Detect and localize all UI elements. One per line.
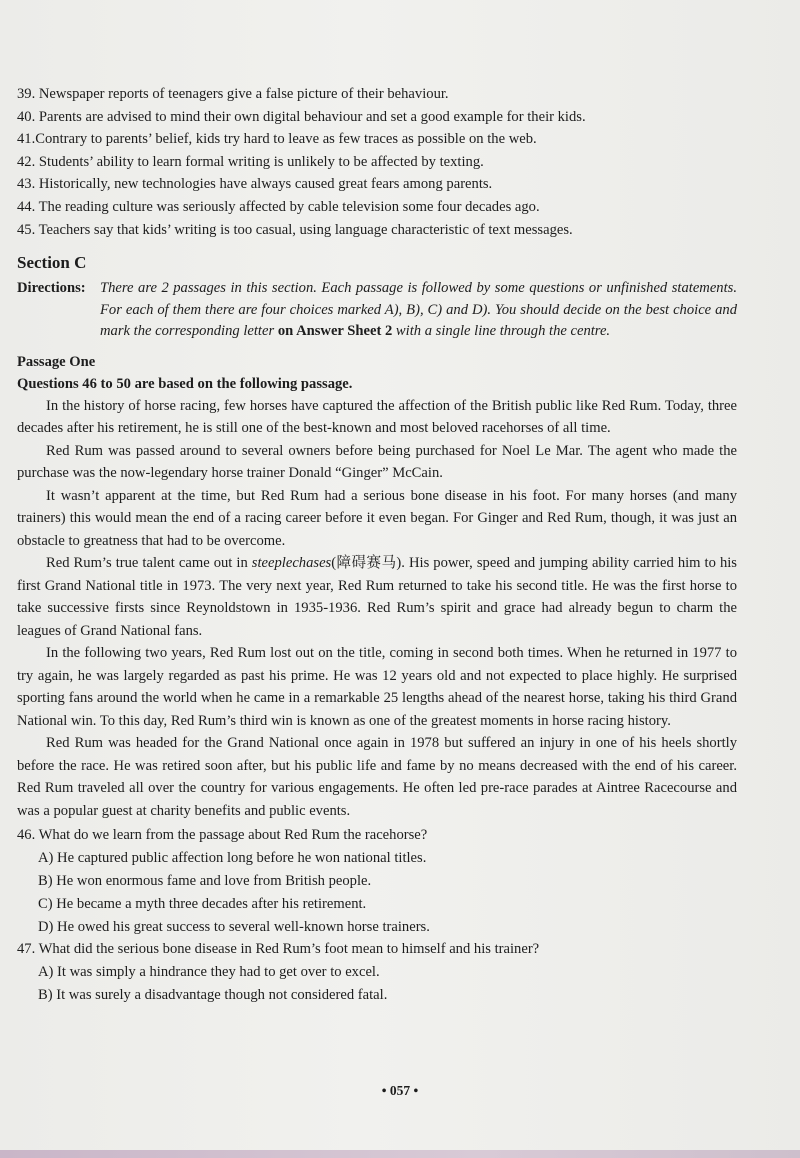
question-range: Questions 46 to 50 are based on the following passage. [17, 375, 353, 392]
page-content [17, 83, 737, 1007]
option-b: B) He won enormous fame and love from British people. [38, 873, 372, 890]
page-number: • 057 • [381, 1083, 419, 1098]
paragraph: It wasn’t apparent at the time, but Red Rum had a serious bone disease in his foot. For many horses (and many trainers) this would mean the end of a racing career before it even began. For Ginger and Red Rum, though, it was just an obstacle to greatness that had to be overcome. [17, 487, 737, 549]
section-title: Section C [17, 253, 87, 273]
option-b: B) It was surely a disadvantage though not considered fatal. [38, 987, 388, 1004]
paragraph-rest: His power, speed and jumping ability carried him to his first Grand National title in 1973. The very next year, Red Rum returned to take his second title. He was the first horse to take successive firsts since Reynoldstown in 1935-1936. Red Rum’s spirit and grace had already begun to charm the leagues of Grand National fans. [17, 555, 737, 639]
page-edge-strip [0, 1150, 800, 1158]
directions-answer-sheet: on Answer Sheet 2 [277, 323, 393, 340]
statement-41: 41.Contrary to parents’ belief, kids try hard to leave as few traces as possible on the web. [17, 131, 537, 148]
option-a: A) He captured public affection long before he won national titles. [38, 850, 427, 867]
statement-45: 45. Teachers say that kids’ writing is too casual, using language characteristic of text messages. [17, 221, 573, 238]
directions-text [100, 278, 737, 343]
option-a: A) It was simply a hindrance they had to get over to excel. [38, 964, 380, 981]
statement-44: 44. The reading culture was seriously affected by cable television some four decades ago. [17, 198, 540, 215]
paragraph: In the following two years, Red Rum lost out on the title, coming in second both times. When he returned in 1977 to try again, he was largely regarded as past his prime. He was 12 years old and not expected to place highly. He surprised sporting fans around the world when he came in a remarkable 25 lengths ahead of the nearest horse, taking his third Grand National win. To this day, Red Rum’s third win is known as one of the greatest moments in horse racing history. [17, 645, 737, 729]
statement-list [17, 83, 737, 241]
paragraph [17, 552, 737, 642]
paragraph: Red Rum was headed for the Grand National once again in 1978 but suffered an injury in one of his heels shortly before the race. He was retired soon after, but his public life and fame by no means decreased with the end of his career. Red Rum traveled all over the country for various engagements. He often led pre-race parades at Aintree Racecourse and was a popular guest at charity benefits and public events. [17, 735, 737, 819]
statement-43: 43. Historically, new technologies have always caused great fears among parents. [17, 176, 493, 193]
statement-39: 39. Newspaper reports of teenagers give a false picture of their behaviour. [17, 86, 449, 102]
paragraph-lead: Red Rum’s true talent came out in [46, 555, 252, 572]
passage-body [17, 395, 737, 823]
question-46 [17, 824, 737, 938]
paragraph: In the history of horse racing, few horses have captured the affection of the British public like Red Rum. Today, three decades after his retirement, he is still one of the best-known and most beloved racehorses of all time. [17, 397, 737, 437]
option-c: C) He became a myth three decades after his retirement. [38, 895, 367, 912]
statement-40: 40. Parents are advised to mind their own digital behaviour and set a good example for their kids. [17, 108, 586, 125]
directions-label: Directions: [17, 280, 86, 297]
option-d: D) He owed his great success to several well-known horse trainers. [38, 918, 430, 935]
directions-text-part1: There are 2 passages in this section. Each passage is followed by some questions or unfinished statements. For each of them there are four choices marked A), B), C) and D). You should decide on the best choice and mark the corresponding letter [100, 280, 737, 340]
question-47 [17, 938, 737, 1006]
statement-42: 42. Students’ ability to learn formal writing is unlikely to be affected by texting. [17, 153, 484, 170]
question-prompt: 47. What did the serious bone disease in Red Rum’s foot mean to himself and his trainer? [17, 941, 540, 958]
chinese-gloss: (障碍赛马). [331, 555, 409, 572]
paragraph: Red Rum was passed around to several owners before being purchased for Noel Le Mar. The agent who made the purchase was the now-legendary horse trainer Donald “Ginger” McCain. [17, 442, 737, 482]
italic-term: steeplechases [251, 555, 332, 572]
passage-name: Passage One [17, 353, 96, 370]
directions-text-part2: with a single line through the centre. [392, 323, 611, 340]
directions-block [17, 278, 737, 343]
question-prompt: 46. What do we learn from the passage about Red Rum the racehorse? [17, 827, 428, 844]
